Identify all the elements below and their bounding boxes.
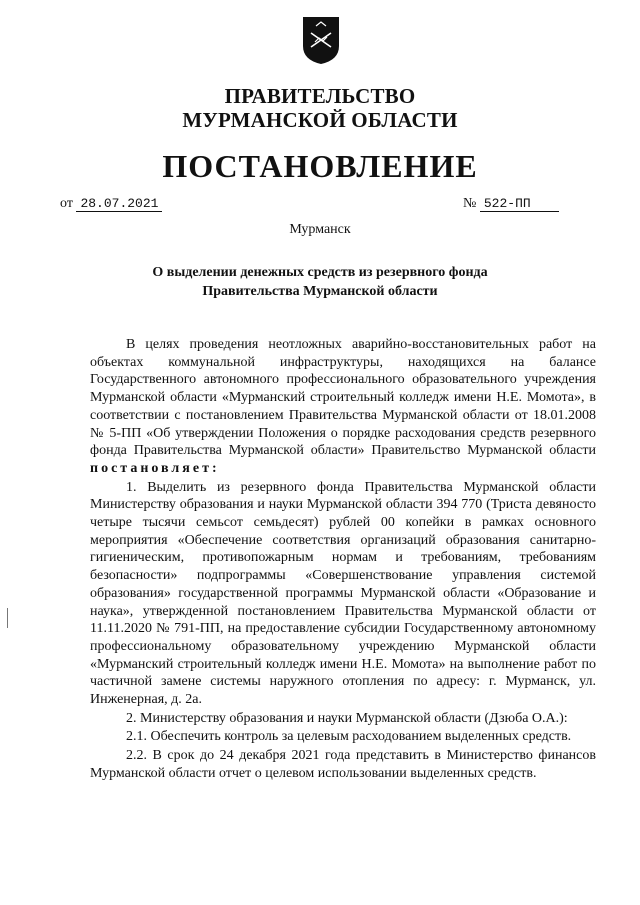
- coat-of-arms-icon: [300, 14, 342, 66]
- city-label: Мурманск: [289, 222, 351, 237]
- document-title-line1: О выделении денежных средств из резервного фонда: [152, 265, 488, 280]
- document-type-heading: ПОСТАНОВЛЕНИЕ: [162, 148, 478, 184]
- document-body: [90, 336, 596, 783]
- date-row: [60, 196, 162, 212]
- paragraph-2-1: 2.1. Обеспечить контроль за целевым расходованием выделенных средств.: [126, 729, 572, 745]
- document-title-line2: Правительства Мурманской области: [202, 284, 438, 299]
- number-prefix: №: [463, 196, 477, 211]
- date-prefix: от: [60, 196, 73, 211]
- number-row: [463, 196, 559, 212]
- document-date: 28.07.2021: [76, 196, 162, 212]
- document-number: 522-ПП: [480, 196, 559, 212]
- government-name-line1: ПРАВИТЕЛЬСТВО: [224, 84, 416, 108]
- government-name-line2: МУРМАНСКОЙ ОБЛАСТИ: [182, 108, 458, 132]
- preamble-paragraph: [90, 336, 596, 478]
- scan-margin-mark: [7, 608, 8, 628]
- preamble-text: В целях проведения неотложных аварийно-восстановительных работ на объектах коммунальной инфраструктуры, находящихся на балансе Государственного автономного профессионального образовательного учреждения Мурманской области «Мурманский строительный колледж имени Н.Е. Момота», в соответствии с постановлением Правительства Мурманской области от 18.01.2008 № 5-ПП «Об утверждении Положения о порядке расходования средств резервного фонда Правительства Мурманской области» Правительство Мурманской области: [90, 337, 596, 459]
- decrees-word: постановляет:: [90, 460, 220, 476]
- paragraph-1: 1. Выделить из резервного фонда Правительства Мурманской области Министерству образования и науки Мурманской области 394 770 (Триста девяносто четыре тысячи семьсот семьдесят) рублей 00 копейки в рамках основного мероприятия «Обеспечение соответствия организаций образования санитарно-гигиеническим, противопожарным нормам и требованиям, требованиям безопасности» подпрограммы «Совершенствование управления системой образования» государственной программы Мурманской области «Образование и наука», утвержденной постановлением Правительства Мурманской области от 11.11.2020 № 791-ПП, на предоставление субсидии Государственному автономному профессиональному образовательному учреждению Мурманской области «Мурманский строительный колледж имени Н.Е. Момота» на выполнение работ по частичной замене системы наружного отопления по адресу: г. Мурманск, ул. Инженерная, д. 2а.: [90, 479, 596, 708]
- paragraph-2: 2. Министерству образования и науки Мурманской области (Дзюба О.А.):: [126, 710, 568, 726]
- paragraph-2-2: 2.2. В срок до 24 декабря 2021 года представить в Министерство финансов Мурманской области отчет о целевом использовании выделенных средств.: [90, 748, 596, 781]
